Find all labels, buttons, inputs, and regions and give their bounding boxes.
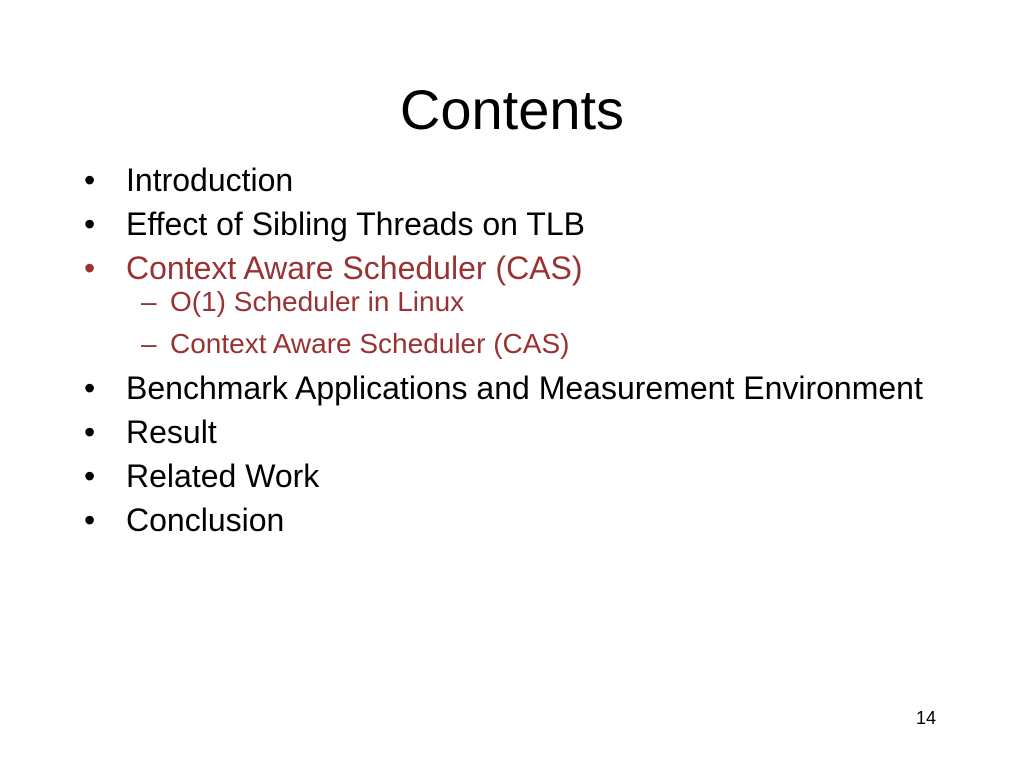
list-item-label: Result xyxy=(126,414,217,450)
list-item-sibling-threads xyxy=(84,207,984,241)
sub-item-label: Context Aware Scheduler (CAS) xyxy=(170,328,570,359)
list-item-label: Effect of Sibling Threads on TLB xyxy=(126,206,585,242)
bullet-marker: • xyxy=(84,458,96,494)
sub-item-cas xyxy=(84,329,984,359)
sub-item-o1-scheduler xyxy=(84,287,984,317)
list-item-cas xyxy=(84,251,984,285)
list-item-label: Benchmark Applications and Measurement Environment xyxy=(126,370,923,406)
list-item-benchmark xyxy=(84,371,984,405)
bullet-marker: • xyxy=(84,206,96,242)
sub-item-label: O(1) Scheduler in Linux xyxy=(170,286,465,317)
slide-title: Contents xyxy=(399,78,625,141)
sub-bullet-marker: – xyxy=(141,328,157,359)
contents-list xyxy=(84,163,984,547)
list-item-label: Related Work xyxy=(126,458,320,494)
page-number: 14 xyxy=(915,708,936,728)
bullet-marker: • xyxy=(84,502,96,538)
list-item-result xyxy=(84,415,984,449)
list-item-related-work xyxy=(84,459,984,493)
bullet-marker: • xyxy=(84,414,96,450)
bullet-marker: • xyxy=(84,370,96,406)
list-item-label: Conclusion xyxy=(126,502,285,538)
list-item-label: Context Aware Scheduler (CAS) xyxy=(126,250,583,286)
list-item-conclusion xyxy=(84,503,984,537)
list-item-label: Introduction xyxy=(126,162,294,198)
bullet-marker: • xyxy=(84,250,96,286)
list-item-introduction xyxy=(84,163,984,197)
sub-bullet-marker: – xyxy=(141,286,157,317)
bullet-marker: • xyxy=(84,162,96,198)
